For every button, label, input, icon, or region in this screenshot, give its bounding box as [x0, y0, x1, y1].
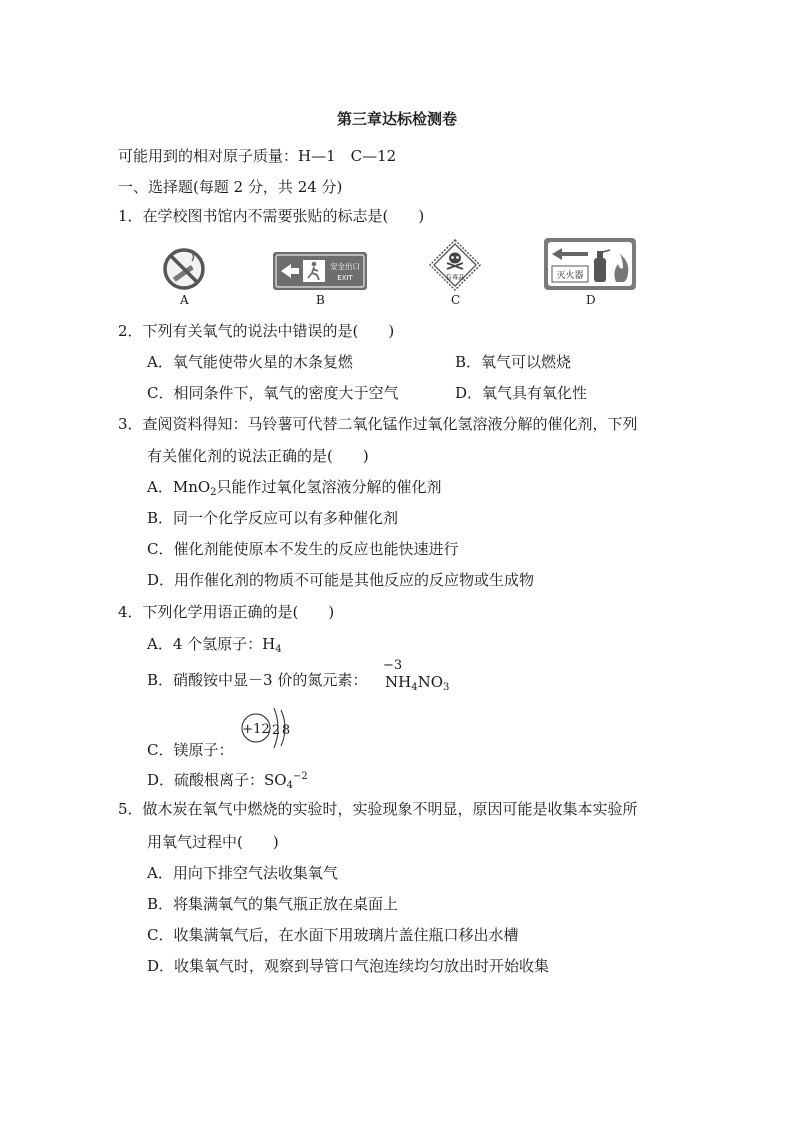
- question-5-option-a: A．用向下排空气法收集氧气: [147, 864, 338, 882]
- shell-2-electrons: 8: [281, 723, 291, 738]
- question-2-option-b: B．氧气可以燃烧: [455, 353, 572, 371]
- section-heading: 一、选择题(每题 2 分，共 24 分): [118, 178, 343, 196]
- emergency-exit-sign-icon: [273, 252, 367, 290]
- question-3-stem-line2: 有关催化剂的说法正确的是( ): [147, 447, 369, 465]
- sign-label-d: D: [586, 293, 596, 307]
- question-3-option-c: C．催化剂能使原本不发生的反应也能快速进行: [147, 540, 459, 558]
- no-smoking-sign-icon: [162, 247, 206, 291]
- magnesium-atom-diagram: [236, 706, 298, 750]
- question-4-stem: 4．下列化学用语正确的是( ): [118, 603, 335, 621]
- fire-extinguisher-sign-icon: [544, 238, 636, 290]
- question-4-option-d: D．硫酸根离子：$SO_4^{-2}$: [147, 771, 308, 791]
- question-5-stem-line2: 用氧气过程中( ): [147, 833, 279, 851]
- sign-label-a: A: [180, 293, 189, 307]
- question-4-option-b: B．硝酸铵中显－3 价的氮元素：: [147, 671, 368, 689]
- question-4-option-a: A．4 个氢原子：$H_4$: [147, 635, 282, 655]
- question-5-option-b: B．将集满氧气的集气瓶正放在桌面上: [147, 895, 399, 913]
- question-3-option-a: A．MnO$_2$只能作过氧化氢溶液分解的催化剂: [147, 478, 442, 498]
- exit-sign-cn-text: 安全出口: [330, 262, 360, 271]
- atomic-mass-note: 可能用到的相对原子质量：H—1 C—12: [118, 147, 397, 165]
- toxic-hazard-sign-icon: [428, 238, 482, 292]
- toxic-sign-text: 有毒品: [445, 273, 465, 281]
- question-2-option-c: C．相同条件下，氧气的密度大于空气: [147, 384, 399, 402]
- question-3-option-d: D．用作催化剂的物质不可能是其他反应的反应物或生成物: [147, 571, 535, 589]
- question-4-option-c: C．镁原子：: [147, 741, 234, 759]
- question-1-stem: 1．在学校图书馆内不需要张贴的标志是( ): [118, 207, 425, 225]
- nucleus-charge: +12: [242, 722, 270, 737]
- nitrogen-valence-mark: −3: [383, 658, 403, 673]
- question-5-option-c: C．收集满氧气后，在水面下用玻璃片盖住瓶口移出水槽: [147, 926, 519, 944]
- question-2-option-a: A．氧气能使带火星的木条复燃: [147, 353, 353, 371]
- page-title: 第三章达标检测卷: [336, 110, 457, 128]
- question-5-option-d: D．收集氧气时，观察到导管口气泡连续均匀放出时开始收集: [147, 957, 550, 975]
- sign-label-c: C: [451, 293, 461, 307]
- question-2-option-d: D．氧气具有氧化性: [455, 384, 588, 402]
- question-3-stem-line1: 3．查阅资料得知：马铃薯可代替二氧化锰作过氧化氢溶液分解的催化剂，下列: [118, 415, 638, 433]
- extinguisher-sign-text: 灭火器: [556, 271, 584, 281]
- question-3-option-b: B．同一个化学反应可以有多种催化剂: [147, 509, 399, 527]
- question-5-stem-line1: 5．做木炭在氧气中燃烧的实验时，实验现象不明显，原因可能是收集本实验所: [118, 800, 638, 818]
- question-2-stem: 2．下列有关氧气的说法中错误的是( ): [118, 322, 395, 340]
- shell-1-electrons: 2: [271, 723, 281, 738]
- exit-sign-en-text: EXIT: [337, 274, 353, 282]
- ammonium-nitrate-formula: $NH_4NO_3$: [385, 673, 450, 693]
- sign-label-b: B: [316, 293, 325, 307]
